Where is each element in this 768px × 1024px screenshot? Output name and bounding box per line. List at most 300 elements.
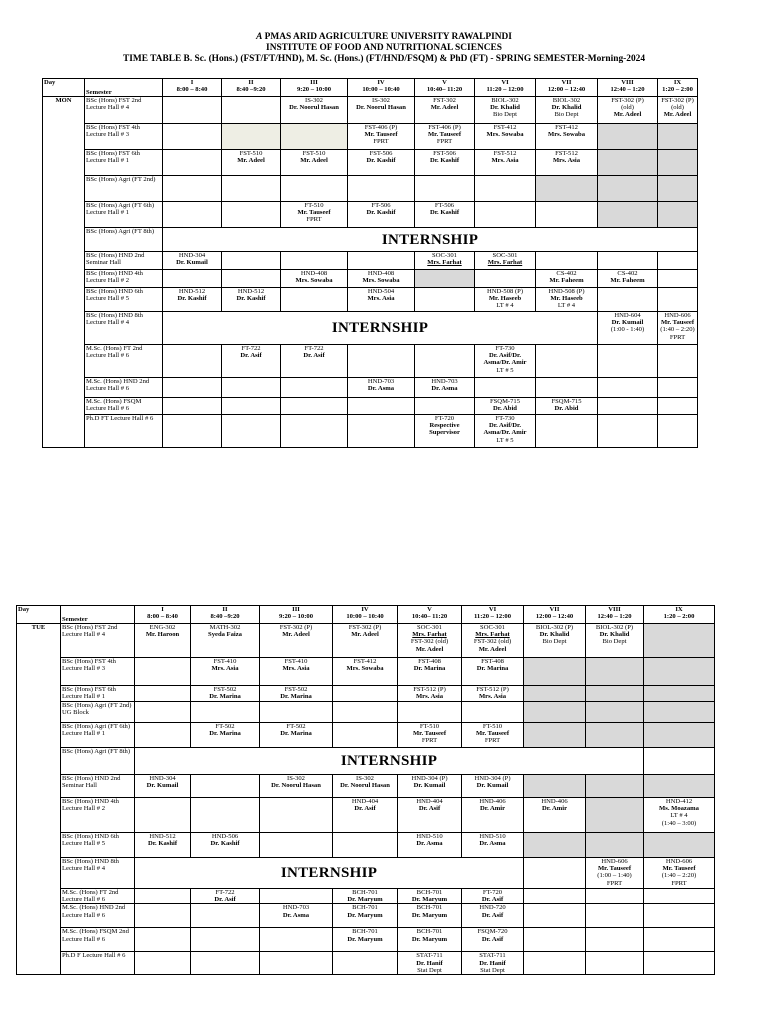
semester-cell: BSc (Hons) Agri (FT 8th) <box>61 748 135 775</box>
cell-detail: LT # 4 <box>670 812 688 820</box>
timetable-cell <box>348 124 415 150</box>
course-code: HND-604 <box>614 312 641 319</box>
timetable-cell <box>462 775 524 798</box>
course-code: FT-722 <box>241 345 261 352</box>
cell-detail: Mrs. Farhat <box>427 259 462 267</box>
course-code: HND-512 <box>178 288 206 295</box>
timetable-cell <box>644 775 715 798</box>
slot-header: V 10:40– 11:20 <box>415 79 475 97</box>
timetable-cell <box>222 378 281 398</box>
timetable-cell <box>260 658 333 686</box>
timetable-cell <box>191 798 260 833</box>
timetable-cell <box>333 624 398 658</box>
timetable-cell <box>333 798 398 833</box>
course-code: FST-412 <box>493 124 517 131</box>
timetable-cell <box>415 345 475 378</box>
cell-detail: Bio Dept <box>554 111 579 119</box>
slot-header: VII 12:00 – 12:40 <box>536 79 598 97</box>
timetable-cell <box>281 124 348 150</box>
course-code: HND-512 <box>237 288 265 295</box>
cell-detail: Mrs. Sowaba <box>486 131 524 139</box>
cell-detail: FPRT <box>484 737 501 745</box>
cell-detail: Mr. Adeel <box>237 157 265 165</box>
timetable-cell <box>536 415 598 448</box>
course-code: BIOL-302 <box>491 97 519 104</box>
course-code: HND-606 <box>601 858 628 865</box>
timetable-cell <box>333 702 398 723</box>
timetable-cell <box>598 288 658 312</box>
cell-detail: (1:40 – 2:20) <box>661 872 697 880</box>
course-code: FST-510 <box>239 150 263 157</box>
cell-detail: Dr. Asif/Dr. Asma/Dr. Amir <box>483 352 527 367</box>
course-code: FST-502 <box>284 686 308 693</box>
course-code: FT-722 <box>215 889 235 896</box>
semester-cell: BSc (Hons) Agri (FT 8th) <box>85 228 163 252</box>
timetable-cell <box>415 124 475 150</box>
timetable-cell <box>586 798 644 833</box>
slot-header: I 8:00 – 8:40 <box>163 79 222 97</box>
timetable-cell <box>348 97 415 124</box>
cell-detail: LT # 4 <box>496 302 514 310</box>
cell-detail: Dr. Kashif <box>429 157 460 165</box>
timetable-cell <box>260 889 333 904</box>
course-code: FT-502 <box>215 723 235 730</box>
timetable-cell <box>135 775 191 798</box>
timetable-cell <box>333 889 398 904</box>
timetable-cell <box>348 252 415 270</box>
slot-header: IX 1:20 – 2:00 <box>644 606 715 624</box>
cell-detail: Dr. Asma <box>431 385 458 393</box>
slot-header: III 9:20 – 10:00 <box>281 79 348 97</box>
cell-detail: Bio Dept <box>542 638 567 646</box>
cell-detail: Dr. Marina <box>413 665 446 673</box>
timetable-cell <box>163 150 222 176</box>
timetable-cell <box>462 624 524 658</box>
table-row <box>17 889 715 904</box>
cell-detail: Mr. Adeel <box>478 645 507 653</box>
cell-detail: (old) <box>621 104 634 112</box>
cell-detail: Dr. Amir <box>541 805 568 813</box>
table-row <box>43 97 698 124</box>
course-code: FSQM-715 <box>551 398 582 405</box>
timetable-cell <box>415 415 475 448</box>
timetable-cell <box>398 952 462 975</box>
cell-detail: Mrs. Sowaba <box>346 665 384 673</box>
timetable-cell <box>536 288 598 312</box>
semester-cell: M.Sc. (Hons) HND 2nd Lecture Hall # 6 <box>61 904 135 928</box>
cell-detail: Dr. Kumail <box>476 782 509 790</box>
cell-detail: FST-302 (old) <box>410 638 449 646</box>
tuesday-timetable <box>16 605 715 975</box>
timetable-cell <box>586 686 644 702</box>
timetable-cell <box>658 378 698 398</box>
semester-cell: BSc (Hons) FST 2nd Lecture Hall # 4 <box>61 624 135 658</box>
timetable-cell <box>281 270 348 288</box>
cell-detail: Dr. Noorul Hasan <box>271 782 321 790</box>
timetable-cell <box>191 833 260 858</box>
timetable-cell <box>135 952 191 975</box>
semester-cell: BSc (Hons) FST 4th Lecture Hall # 3 <box>85 124 163 150</box>
timetable-cell <box>475 415 536 448</box>
timetable-cell <box>475 288 536 312</box>
timetable-cell <box>644 686 715 702</box>
timetable-cell <box>475 378 536 398</box>
cell-detail: LT # 5 <box>496 436 514 444</box>
course-code: FST-512 (P) <box>413 686 446 693</box>
timetable-cell <box>348 378 415 398</box>
semester-cell: M.Sc. (Hons) FT 2nd Lecture Hall # 6 <box>85 345 163 378</box>
cell-detail: Mr. Adeel <box>613 111 642 119</box>
cell-detail: Mrs. Sowaba <box>295 277 333 285</box>
timetable-cell <box>462 798 524 833</box>
timetable-cell <box>415 97 475 124</box>
timetable-cell <box>462 702 524 723</box>
cell-detail: Mrs. Asia <box>367 295 395 303</box>
table-row <box>43 398 698 415</box>
cell-detail: Bio Dept <box>493 111 517 119</box>
timetable-cell <box>398 624 462 658</box>
timetable-cell <box>658 202 698 228</box>
timetable-cell <box>658 124 698 150</box>
cell-detail: Dr. Kumail <box>611 319 644 327</box>
institute-title: INSTITUTE OF FOOD AND NUTRITIONAL SCIENCES <box>266 43 502 53</box>
cell-detail: Mr. Tauseef <box>364 131 398 139</box>
timetable-cell <box>524 889 586 904</box>
course-code: IS-302 <box>356 775 374 782</box>
timetable-cell <box>135 833 191 858</box>
timetable-cell <box>524 723 586 748</box>
course-code: HND-304 <box>178 252 206 259</box>
timetable-cell <box>586 858 644 889</box>
course-code: HND-703 <box>282 904 310 912</box>
timetable-cell <box>462 686 524 702</box>
timetable-cell <box>462 889 524 904</box>
timetable-cell <box>222 252 281 270</box>
course-code: FST-408 <box>418 658 441 665</box>
table-row <box>43 124 698 150</box>
cell-detail: Mr. Adeel <box>663 111 692 119</box>
timetable-cell <box>191 904 260 928</box>
semester-cell: BSc (Hons) HND 4th Lecture Hall # 2 <box>85 270 163 288</box>
timetable-cell <box>398 904 462 928</box>
course-code: FSQM-715 <box>489 398 521 405</box>
timetable-cell <box>475 398 536 415</box>
timetable-cell <box>536 378 598 398</box>
cell-detail: Mrs. Asia <box>211 665 239 673</box>
course-code: FST-408 <box>481 658 504 665</box>
table-row <box>17 833 715 858</box>
timetable-cell <box>163 270 222 288</box>
cell-detail: Mrs. Asia <box>491 157 519 165</box>
timetable-cell <box>644 928 715 952</box>
cell-detail: Dr. Kashif <box>210 840 240 848</box>
timetable-cell <box>475 252 536 270</box>
cell-detail: Dr. Marina <box>280 693 312 701</box>
course-code: HND-510 <box>479 833 506 840</box>
course-code: FT-502 <box>286 723 306 730</box>
cell-detail: Dr. Noorul Hasan <box>340 782 390 790</box>
semester-cell: BSc (Hons) FST 6th Lecture Hall # 1 <box>85 150 163 176</box>
timetable-cell <box>348 270 415 288</box>
timetable-cell <box>260 775 333 798</box>
cell-detail: Dr. Abid <box>493 405 517 413</box>
day-cell: MON <box>43 97 85 448</box>
timetable-cell <box>260 723 333 748</box>
semester-cell: M.Sc. (Hons) HND 2nd Lecture Hall # 6 <box>85 378 163 398</box>
timetable-cell <box>191 658 260 686</box>
semester-cell: BSc (Hons) Agri (FT 2nd) <box>85 176 163 202</box>
table-row <box>17 658 715 686</box>
timetable-cell <box>598 345 658 378</box>
course-code: BIOL-302 (P) <box>595 624 634 631</box>
slot-header: IX 1:20 – 2:00 <box>658 79 698 97</box>
timetable-cell <box>644 723 715 748</box>
timetable-cell <box>462 952 524 975</box>
timetable-cell <box>586 904 644 928</box>
timetable-cell <box>586 889 644 904</box>
timetable-cell <box>462 928 524 952</box>
day-header: Day <box>43 79 85 97</box>
timetable-cell <box>135 702 191 723</box>
table-row <box>17 928 715 952</box>
timetable-cell <box>191 686 260 702</box>
timetable-cell <box>644 889 715 904</box>
table-row <box>43 150 698 176</box>
timetable-cell <box>586 658 644 686</box>
timetable-cell <box>191 952 260 975</box>
timetable-cell <box>348 288 415 312</box>
timetable-cell <box>222 176 281 202</box>
timetable-cell <box>163 288 222 312</box>
semester-cell: M.Sc. (Hons) FSQM Lecture Hall # 6 <box>85 398 163 415</box>
cell-detail: FPRT <box>436 138 453 146</box>
timetable-cell <box>475 124 536 150</box>
cell-detail: Dr. Asif <box>354 805 376 813</box>
day-cell: TUE <box>17 624 61 975</box>
timetable-cell <box>658 176 698 202</box>
course-code: HND-720 <box>479 904 506 912</box>
semester-cell: BSc (Hons) FST 4th Lecture Hall # 3 <box>61 658 135 686</box>
semester-cell: BSc (Hons) Agri (FT 2nd) UG Block <box>61 702 135 723</box>
table-row <box>17 624 715 658</box>
slot-header: II 8:40 –9:20 <box>222 79 281 97</box>
university-title <box>0 32 768 44</box>
timetable-cell <box>398 658 462 686</box>
course-code: FSQM-720 <box>477 928 508 936</box>
timetable-cell <box>398 798 462 833</box>
timetable-cell <box>135 928 191 952</box>
course-code: HND-504 <box>367 288 395 295</box>
timetable-cell <box>598 202 658 228</box>
cell-detail: Mrs. Sowaba <box>362 277 400 285</box>
cell-detail: Dr. Khalid <box>490 104 520 112</box>
timetable-cell <box>598 312 658 345</box>
timetable-cell <box>135 798 191 833</box>
course-code: IS-302 <box>305 97 323 104</box>
timetable-cell <box>644 904 715 928</box>
course-code: BCH-701 <box>352 928 378 936</box>
timetable-cell <box>135 723 191 748</box>
timetable-cell <box>475 202 536 228</box>
timetable-cell <box>191 723 260 748</box>
timetable-cell <box>644 658 715 686</box>
course-code: FT-506 <box>434 202 455 209</box>
timetable-cell <box>524 833 586 858</box>
timetable-cell <box>658 270 698 288</box>
header-row <box>17 606 715 624</box>
timetable-cell <box>281 378 348 398</box>
cell-detail: Dr. Asif/Dr. Asma/Dr. Amir <box>483 422 527 437</box>
cell-detail: Dr. Kumail <box>176 259 208 267</box>
header-row <box>43 79 698 97</box>
timetable-cell <box>524 686 586 702</box>
semester-cell: BSc (Hons) FST 2nd Lecture Hall # 4 <box>85 97 163 124</box>
course-code: FST-302 <box>433 97 456 104</box>
timetable-cell <box>658 312 698 345</box>
table-row <box>17 952 715 975</box>
timetable-cell <box>658 252 698 270</box>
cell-detail: Dr. Asma <box>282 911 310 919</box>
table-row <box>43 288 698 312</box>
timetable-cell <box>260 952 333 975</box>
semester-cell: BSc (Hons) Agri (FT 6th) Lecture Hall # 1 <box>61 723 135 748</box>
cell-detail: Mr. Tauseef <box>475 730 510 738</box>
course-code: HND-304 (P) <box>411 775 448 782</box>
course-code: IS-302 <box>287 775 305 782</box>
timetable-cell <box>462 723 524 748</box>
cell-detail: FST-302 (old) <box>473 638 512 646</box>
cell-detail: Mr. Haroon <box>145 631 180 639</box>
timetable-cell <box>536 97 598 124</box>
slot-header: V 10:40– 11:20 <box>398 606 462 624</box>
semester-cell: BSc (Hons) HND 6th Lecture Hall # 5 <box>85 288 163 312</box>
course-code: BCH-701 <box>416 889 443 896</box>
timetable-cell <box>598 97 658 124</box>
timetable-cell <box>163 415 222 448</box>
timetable-cell <box>222 398 281 415</box>
course-code: MATH-302 <box>209 624 241 631</box>
course-code: BIOL-302 (P) <box>535 624 574 631</box>
timetable-cell <box>163 252 222 270</box>
cell-detail: FPRT <box>421 737 438 745</box>
cell-detail: Mrs. Asia <box>282 665 310 673</box>
semester-header: Semester <box>61 606 135 624</box>
timetable-cell <box>524 904 586 928</box>
cell-detail: Mr. Adeel <box>282 631 310 639</box>
timetable-cell <box>462 658 524 686</box>
cell-detail: Syeda Faiza <box>208 631 242 639</box>
cell-detail: Dr. Kashif <box>366 157 396 165</box>
timetable-cell <box>475 176 536 202</box>
table-row <box>17 798 715 833</box>
semester-cell: Ph.D F Lecture Hall # 6 <box>61 952 135 975</box>
course-code: FST-302 (P) <box>611 97 644 104</box>
timetable-cell <box>135 889 191 904</box>
slot-header: I 8:00 – 8:40 <box>135 606 191 624</box>
course-code: FST-412 <box>353 658 377 665</box>
timetable-cell <box>281 345 348 378</box>
timetable-cell <box>415 398 475 415</box>
cell-detail: Dr. Asif <box>481 911 504 919</box>
timetable-cell <box>586 624 644 658</box>
timetable-cell <box>222 97 281 124</box>
timetable-cell <box>333 775 398 798</box>
timetable-cell <box>415 252 475 270</box>
timetable-cell <box>586 928 644 952</box>
course-code: HND-408 <box>367 270 395 277</box>
course-code: FST-302 (P) <box>279 624 313 631</box>
timetable-cell <box>222 345 281 378</box>
timetable-cell <box>333 833 398 858</box>
cell-detail: Mr. Faheem <box>610 277 645 285</box>
timetable-cell <box>163 176 222 202</box>
course-code: FST-512 <box>493 150 517 157</box>
cell-detail: Dr. Maryum <box>347 911 383 919</box>
timetable-cell <box>163 345 222 378</box>
course-code: HND-703 <box>431 378 458 385</box>
cell-detail: Dr. Khalid <box>551 104 582 112</box>
cell-detail: Dr. Asif <box>214 896 236 904</box>
cell-detail: Mr. Tauseef <box>427 131 462 139</box>
course-code: HND-406 <box>479 798 506 805</box>
course-code: CS-402 <box>556 270 577 277</box>
table-row <box>43 415 698 448</box>
cell-detail: Dr. Asma <box>367 385 395 393</box>
timetable-cell <box>644 798 715 833</box>
timetable-cell <box>644 748 715 775</box>
course-code: FT-722 <box>304 345 324 352</box>
table-row <box>43 270 698 288</box>
course-code: SOC-301 <box>480 624 505 631</box>
timetable-cell <box>658 415 698 448</box>
timetable-cell <box>163 398 222 415</box>
timetable-cell <box>260 904 333 928</box>
cell-detail: Dr. Kashif <box>429 209 460 217</box>
timetable-cell <box>281 150 348 176</box>
timetable-cell <box>644 952 715 975</box>
cell-detail: Mrs. Asia <box>478 693 507 701</box>
timetable-cell <box>281 398 348 415</box>
cell-detail: Dr. Asif <box>481 896 504 904</box>
timetable-cell <box>415 150 475 176</box>
timetable-cell <box>163 97 222 124</box>
course-code: FT-720 <box>482 889 503 896</box>
timetable-cell <box>348 415 415 448</box>
cell-detail: Dr. Maryum <box>347 935 383 943</box>
timetable-cell <box>598 270 658 288</box>
table-row <box>43 202 698 228</box>
cell-detail: Mr. Tauseef <box>597 865 632 873</box>
slot-header: IV 10:00 – 10:40 <box>333 606 398 624</box>
timetable-cell <box>658 398 698 415</box>
timetable-title: TIME TABLE B. Sc. (Hons.) (FST/FT/HND), M. Sc. (Hons.) (FT/HND/FSQM) & PhD (FT) - SPRING SEMESTER-Morning-2024 <box>122 54 646 64</box>
course-code: BIOL-302 <box>552 97 581 104</box>
table-row <box>17 686 715 702</box>
cell-detail: Dr. Maryum <box>411 935 448 943</box>
timetable-cell <box>281 176 348 202</box>
timetable-cell <box>260 798 333 833</box>
timetable-cell <box>333 952 398 975</box>
timetable-cell <box>598 150 658 176</box>
cell-detail: Mr. Tauseef <box>412 730 447 738</box>
table-row <box>43 378 698 398</box>
cell-detail: Ms. Moazama <box>659 805 699 813</box>
timetable-cell <box>475 270 536 288</box>
cell-detail: Dr. Abid <box>554 405 579 413</box>
timetable-cell <box>524 775 586 798</box>
cell-detail: Dr. Kashif <box>147 840 178 848</box>
timetable-cell <box>586 702 644 723</box>
